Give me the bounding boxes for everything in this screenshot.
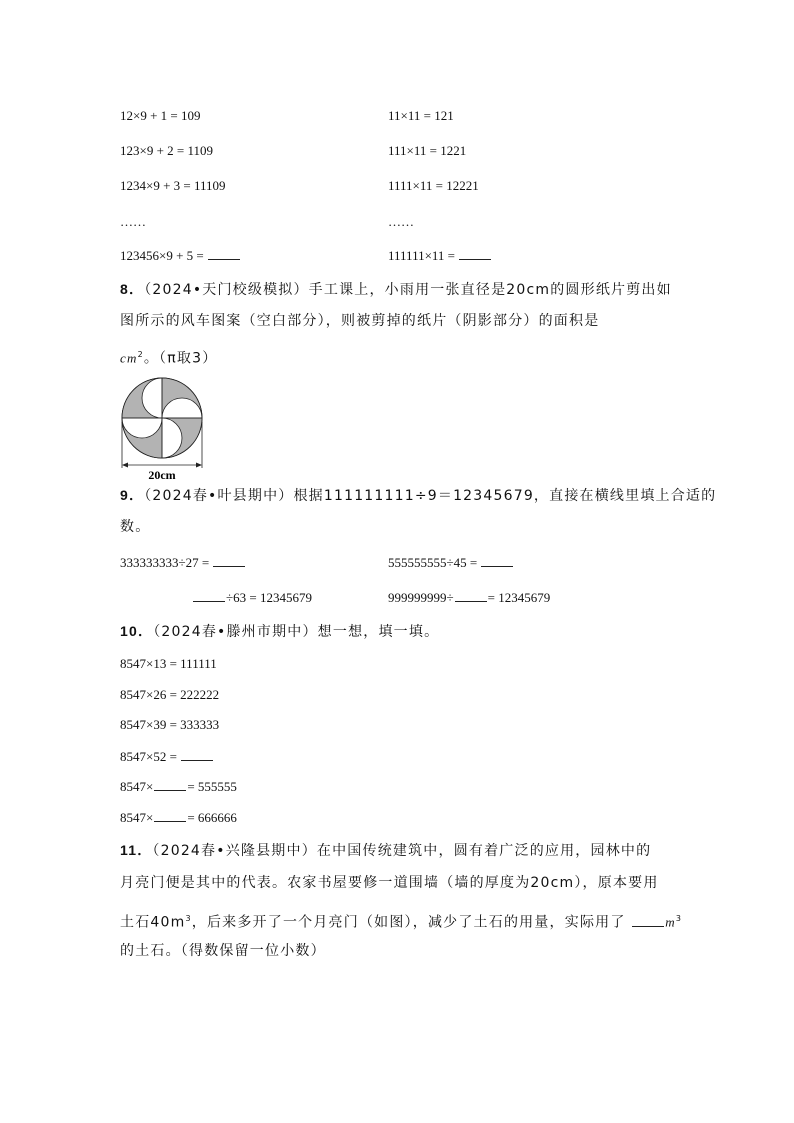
eq-text: ÷63 = 12345679 (226, 590, 312, 605)
q11-line-2: 月亮门便是其中的代表。农家书屋要修一道围墙（墙的厚度为20cm），原本要用 (120, 875, 659, 891)
q9-text-1: （2024春•叶县期中）根据111111111÷9＝12345679，直接在横线里填上合适的 (144, 488, 717, 504)
eq-text: 8547×52 = (120, 749, 177, 764)
q11-unit-sup: 3 (675, 914, 683, 923)
q10-eq-6 (120, 809, 237, 827)
q8-line-3 (120, 346, 217, 368)
top-right-eq-1: 11×11 = 121 (388, 108, 454, 123)
q9-eq-1 (120, 554, 246, 572)
q8-number: 8． (120, 281, 145, 297)
q8-text-1: （2024•天门校级模拟）手工课上，小雨用一张直径是20cm的圆形纸片剪出如 (144, 282, 672, 298)
eq-text-b: = 555555 (187, 779, 237, 794)
q9-eq-3 (192, 589, 312, 607)
answer-blank[interactable] (193, 589, 225, 602)
q11-number: 11． (120, 842, 153, 858)
top-left-eq-1: 12×9 + 1 = 109 (120, 108, 201, 123)
eq-text-a: 8547× (120, 810, 154, 825)
answer-blank[interactable] (632, 914, 664, 927)
top-right-eq-3: 1111×11 = 12221 (388, 178, 479, 193)
q11-line-3 (120, 910, 682, 932)
top-right-ellipsis: …… (388, 214, 414, 229)
q8-unit-sup: 2 (137, 350, 144, 359)
eq-text: 555555555÷45 = (388, 555, 478, 570)
answer-blank[interactable] (459, 247, 491, 260)
q8-line-2: 图所示的风车图案（空白部分），则被剪掉的纸片（阴影部分）的面积是 (120, 313, 600, 329)
q10-text-1: （2024春•滕州市期中）想一想，填一填。 (153, 624, 440, 640)
q9-line-2: 数。 (120, 519, 151, 535)
top-right-eq-5 (388, 247, 492, 265)
q11-sup-1: 3 (185, 914, 192, 923)
answer-blank[interactable] (481, 554, 513, 567)
q10-eq-3: 8547×39 = 333333 (120, 717, 220, 732)
q10-number: 10． (120, 623, 154, 639)
pinwheel-figure (116, 376, 208, 484)
q9-eq-2 (388, 554, 514, 572)
answer-blank[interactable] (154, 778, 186, 791)
q11-text-3a: 土石40m (120, 914, 186, 931)
eq-text-b: = 666666 (187, 810, 237, 825)
eq-text: 333333333÷27 = (120, 555, 210, 570)
eq-text: 111111×11 = (388, 248, 456, 263)
eq-text: 123456×9 + 5 = (120, 248, 204, 263)
q9-number: 9． (120, 487, 145, 503)
answer-blank[interactable] (213, 554, 245, 567)
eq-text-a: 8547× (120, 779, 154, 794)
pinwheel-svg (116, 376, 208, 484)
top-left-eq-3: 1234×9 + 3 = 11109 (120, 178, 226, 193)
q11-text-3b: ，后来多开了一个月亮门（如图），减少了土石的用量，实际用了 (191, 914, 626, 931)
eq-text-a: 999999999÷ (388, 590, 454, 605)
q8-line-1 (120, 280, 672, 299)
q11-line-4: 的土石。（得数保留一位小数） (120, 943, 326, 959)
answer-blank[interactable] (154, 809, 186, 822)
q11-unit: m (665, 914, 676, 930)
answer-blank[interactable] (208, 247, 240, 260)
top-right-eq-2: 111×11 = 1221 (388, 143, 467, 158)
answer-blank[interactable] (181, 748, 213, 761)
q8-text-3: 。（π取3） (143, 350, 218, 367)
eq-text-b: = 12345679 (487, 590, 551, 605)
q10-eq-1: 8547×13 = 111111 (120, 656, 217, 671)
q10-line-1 (120, 622, 439, 641)
q8-unit: cm (120, 350, 138, 366)
q10-eq-2: 8547×26 = 222222 (120, 687, 220, 702)
top-left-eq-5 (120, 247, 241, 265)
q11-text-1: （2024春•兴隆县期中）在中国传统建筑中，圆有着广泛的应用，园林中的 (152, 843, 652, 859)
top-left-eq-2: 123×9 + 2 = 1109 (120, 143, 214, 158)
q10-eq-4 (120, 748, 214, 766)
q10-eq-5 (120, 778, 237, 796)
q11-line-1 (120, 841, 651, 860)
top-left-ellipsis: …… (120, 214, 146, 229)
diameter-label: 20cm (148, 468, 176, 482)
q9-line-1 (120, 486, 716, 505)
q9-eq-4 (388, 589, 550, 607)
answer-blank[interactable] (455, 589, 487, 602)
